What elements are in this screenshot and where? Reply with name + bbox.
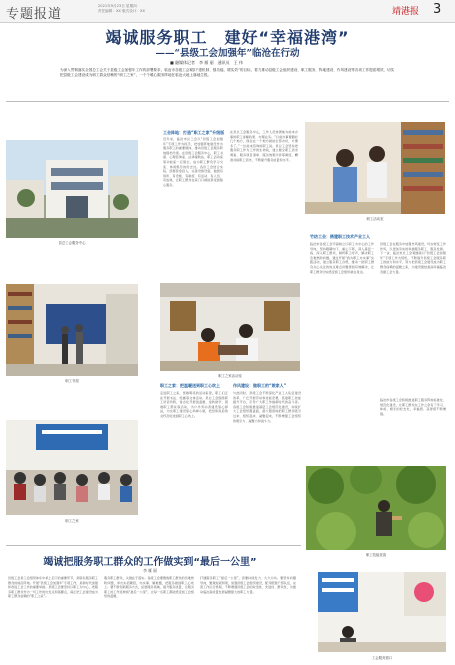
caption-activity-room: 职工之家活动室 — [218, 374, 242, 378]
sub-headline: ——“县级工会加强年”临沧在行动 — [155, 48, 300, 59]
newspaper-brand: 靖港报 — [392, 7, 420, 17]
photo-service-window — [318, 572, 446, 652]
divider — [6, 101, 449, 102]
article-column-4: 临沧市各级工会牢固树立以职工为中心的工作导向，坚持眼睛向下、重心下移，深入基层一线、深入职工群众，倾听职工呼声，解决职工急难愁盼问题。通过开展“我为职工办实事”实践活动，建立服务职工台账，推动一批职工群众关心关注的热点难点问题得到有效解决，让职工群众切实感受到工会组织就在身边。 — [310, 242, 374, 274]
section-heading-1: 工会阵地：打造“职工之家”升级版 — [163, 130, 225, 135]
page-number: 3 — [433, 2, 442, 17]
page-header — [0, 0, 455, 23]
commentary-column-2: 服务职工群众，关键在于落实。各级工会要聚焦职工群众的急难愁盼问题，拿出实招硬招，办实事、解难题，把服务做到职工心坎上。要不断创新服务方式，拓展服务领域，提升服务质量，让服务职工的工作延伸到“最后一公里”，让每一名职工都能感受到工会组织的温暖。 — [104, 576, 194, 599]
byline: ■ 融媒体记者 李 雁 丽 通讯员 王 伟 — [170, 60, 243, 65]
article-column-5: 县级工会在服务中加强作风建设，切实转变工作作风，以更加务实的举措服务职工、服务发展。下一步，临沧市总工会将继续以“县级工会加强年”专项工作为契机，不断提升县级工会服务职工的能力和水平，努力把县级工会建设成为职工群众信赖的温暖之家，为建设团结美丽幸福临沧贡献工会力量。 — [380, 242, 446, 274]
photo-reading-room — [305, 122, 445, 214]
section-heading-2: 职工之家：把温暖送到职工心坎上 — [160, 383, 220, 388]
article-column-5b: 临沧市各级工会积极推进职工服务阵地标准化、规范化建设，让职工群众在工作之余有了学习、休闲、娱乐的好去处，幸福感、获得感不断增强。 — [380, 398, 446, 416]
article-column-2: 在县总工会服务中心，工作人员热情地为前来办事的职工讲解政策、办理业务。“以前办事要跑好几个地方，现在在一个地方就能全部办好，方便多了。”一位前来咨询的职工说。县总工会坚持把服务职工作为工作的生命线，建立健全职工需求调查、服务项目清单、服务效果评价等制度，精准对接职工需求，不断提升服务质量和水平。 — [230, 130, 298, 162]
caption-building: 县总工会服务中心 — [58, 241, 86, 245]
issue-date: 2021年9月23日 星期四 — [98, 4, 137, 8]
photo-field — [306, 466, 446, 550]
caption-reading-room: 职工活动室 — [366, 217, 384, 221]
main-headline: 竭诚服务职工 建好“幸福港湾” — [105, 28, 350, 47]
caption-meeting: 职工之家 — [65, 519, 79, 523]
caption-service-window: 工会服务窗口 — [371, 656, 393, 660]
photo-building — [6, 140, 138, 238]
article-column-3: 与此同时，县级工会不断深化产业工人队伍建设改革，广泛开展劳动和技能竞赛，搭建职工技能提升平台，引导广大职工争做新时代的奋斗者。各级工会积极推进基层工会规范化建设，持续扩大工会组织覆盖面，最大限度地把职工群众吸引过来、组织起来、凝聚起来，不断增强工会组织的吸引力、凝聚力和战斗力。 — [233, 391, 301, 423]
commentary-column-3: 打通服务职工“最后一公里”，需要持续发力、久久为功。要坚持问题导向，聚焦短板弱项，加强县级工会组织建设，配齐配强干部队伍，完善工作运行机制，不断增强县级工会的政治性、先进性、群众性，为推动临沧高质量发展凝聚强大的职工力量。 — [200, 576, 296, 594]
article-column-1: 近年来，临沧市总工会以“县级工会加强年”专项工作为抓手，把加强阵地建设作为服务职工的重要载体，推动县级工会服务阵地提档升级。在县级工会服务中心，职工书屋、心理咨询室、法律援助站、职工活动室等功能室一应俱全，成为职工群众学习交流、休闲娱乐的好去处。各县工会结合实际，统筹资金投入，完善设施设备，做到有场所、有设施、有制度、有活动、有人员、有成效，让职工群众在家门口就能享受到贴心服务。 — [163, 137, 223, 187]
commentary-author: 李 雁 丽 — [143, 568, 157, 573]
commentary-title: 竭诚把服务职工群众的工作做实到“最后一公里” — [43, 557, 257, 568]
section-title: 专题报道 — [6, 7, 63, 22]
photo-activity-room — [160, 283, 300, 371]
issue-editors: 责任编辑：XX 版式设计：XX — [98, 9, 145, 13]
divider-bottom — [6, 545, 301, 546]
caption-library: 职工书屋 — [65, 379, 79, 383]
photo-meeting — [6, 420, 138, 515]
section-heading-3: 作风建设：做职工的“娘家人” — [233, 383, 287, 388]
lede-paragraph: 为深入贯彻落实全国总工会关于县级工会加强年工作的部署要求，临沧市各级工会紧扣“建机制、强功能、增实效”的目标，着力推动县级工会组织建设、职工服务、阵地建设、作风建设等各项工作提质增效，切实把县级工会建设成为职工群众信赖的“职工之家”，一个个暖心服务阵地在临沧大地上落地生根。 — [60, 68, 395, 78]
issue-meta — [98, 4, 178, 14]
section-heading-4: 竹纺工会：搭建职工技术产业工人 — [310, 234, 370, 239]
commentary-column-1: 县级工会是工会组织体系中承上启下的重要环节，是联系服务职工群众的前沿阵地。开展“县级工会加强年”专项工作，是新时代加强和改进工会工作的重要举措。县级工会要坚持以职工为中心，把服务职工群众作为一切工作的出发点和落脚点，真正把工会建设成为职工群众信赖的“职工之家”。 — [8, 576, 98, 599]
article-column-2b: 走进职工之家，宽敞明亮的活动室里，职工们正在开展书法、绘画等文体活动。县总工会围绕职工所需所盼，常态化开展送温暖、金秋助学、困难职工帮扶等活动，为户外劳动者建设爱心驿站，为女职工建设爱心妈咪小屋，把党和政府的关怀及时送到职工心坎上。 — [160, 391, 228, 418]
photo-library — [6, 284, 138, 376]
caption-field: 职工技能竞赛 — [365, 553, 387, 557]
